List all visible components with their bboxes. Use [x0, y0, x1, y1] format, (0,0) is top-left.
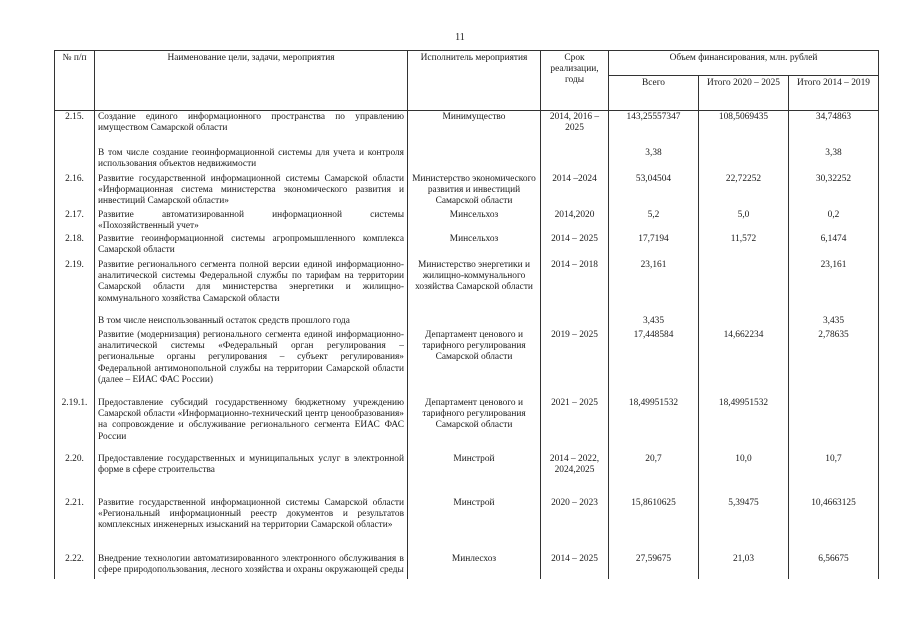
header-executor: Исполнитель мероприятия — [408, 51, 541, 111]
row-total-2014-2019: 10,7 — [789, 453, 879, 497]
row-term: 2014 – 2022, 2024,2025 — [541, 453, 609, 497]
row-term: 2020 – 2023 — [541, 497, 609, 553]
row-total-2014-2019: 3,435 — [789, 315, 879, 329]
row-term: 2021 – 2025 — [541, 397, 609, 453]
row-total-2020-2025: 5,39475 — [699, 497, 789, 553]
row-total: 23,161 — [609, 259, 699, 315]
row-num: 2.19. — [55, 259, 95, 315]
row-name: Предоставление субсидий государственному бюджетному учреждению Самарской области «Информационно-технический центр ценообразования» на сопровождение и обслуживание регионального сегмента ЕИАС ФАС России — [95, 397, 408, 453]
row-name: Предоставление государственных и муниципальных услуг в электронной форме в сфере строительства — [95, 453, 408, 497]
row-total-2014-2019: 0,2 — [789, 209, 879, 233]
row-num: 2.17. — [55, 209, 95, 233]
table-row — [55, 397, 879, 453]
row-total-2020-2025: 21,03 — [699, 553, 789, 579]
row-name: В том числе неиспользованный остаток средств прошлого года — [95, 315, 408, 329]
row-total: 15,8610625 — [609, 497, 699, 553]
row-executor: Минстрой — [408, 453, 541, 497]
row-executor: Минимущество — [408, 111, 541, 147]
row-name: Развитие автоматизированной информационной системы «Похозяйственный учет» — [95, 209, 408, 233]
header-total-2020-2025: Итого 2020 – 2025 — [699, 76, 789, 111]
row-num — [55, 315, 95, 329]
row-name: Создание единого информационного пространства по управлению имуществом Самарской области — [95, 111, 408, 147]
row-term: 2019 – 2025 — [541, 329, 609, 397]
row-executor: Минстрой — [408, 497, 541, 553]
header-financing: Объем финансирования, млн. рублей — [609, 51, 879, 76]
row-num: 2.18. — [55, 233, 95, 259]
table-row — [55, 233, 879, 259]
row-total-2020-2025 — [699, 147, 789, 173]
row-executor: Департамент ценового и тарифного регулирования Самарской области — [408, 397, 541, 453]
row-num: 2.19.1. — [55, 397, 95, 453]
row-total: 20,7 — [609, 453, 699, 497]
row-total-2020-2025: 10,0 — [699, 453, 789, 497]
row-total-2020-2025: 108,5069435 — [699, 111, 789, 147]
table-row — [55, 553, 879, 579]
row-total-2014-2019: 2,78635 — [789, 329, 879, 397]
row-total-2020-2025: 18,49951532 — [699, 397, 789, 453]
row-total: 3,435 — [609, 315, 699, 329]
row-executor: Министерство экономического развития и инвестиций Самарской области — [408, 173, 541, 209]
row-total-2020-2025 — [699, 259, 789, 315]
row-num — [55, 329, 95, 397]
row-total: 143,25557347 — [609, 111, 699, 147]
row-name: Развитие государственной информационной системы Самарской области «Информационная система министерства экономического развития и инвестиций Самарской области» — [95, 173, 408, 209]
row-num: 2.20. — [55, 453, 95, 497]
row-total-2014-2019: 10,4663125 — [789, 497, 879, 553]
row-term — [541, 147, 609, 173]
row-term: 2014 – 2025 — [541, 233, 609, 259]
header-total-2014-2019: Итого 2014 – 2019 — [789, 76, 879, 111]
row-num: 2.16. — [55, 173, 95, 209]
row-total: 27,59675 — [609, 553, 699, 579]
table-row — [55, 453, 879, 497]
table-row — [55, 173, 879, 209]
row-executor — [408, 147, 541, 173]
page-number: 11 — [455, 32, 465, 43]
row-name: Внедрение технологии автоматизированного электронного обслуживания в сфере природопользования, лесного хозяйства и охраны окружающей среды — [95, 553, 408, 579]
row-name: Развитие регионального сегмента полной версии единой информационно-аналитической системы Федеральной службы по тарифам на территории Самарской области для министерства энергетики и жилищно-коммунального хозяйства Самарской области — [95, 259, 408, 315]
row-name: Развитие государственной информационной системы Самарской области «Региональный информационный реестр документов и результатов комплексных инженерных изысканий на территории Самарской области» — [95, 497, 408, 553]
table-row — [55, 111, 879, 147]
table-row — [55, 497, 879, 553]
row-name: В том числе создание геоинформационной системы для учета и контроля использования объектов недвижимости — [95, 147, 408, 173]
row-total-2014-2019: 34,74863 — [789, 111, 879, 147]
row-executor: Министерство энергетики и жилищно-коммунального хозяйства Самарской области — [408, 259, 541, 315]
row-executor: Минлесхоз — [408, 553, 541, 579]
header-term: Срок реализации, годы — [541, 51, 609, 111]
row-executor — [408, 315, 541, 329]
row-name: Развитие (модернизация) регионального сегмента единой информационно-аналитической системы «Федеральный орган регулирования – региональные органы регулирования – субъект регулирования» Федеральной антимонопольной службы на территории Самарской области (далее – ЕИАС ФАС России) — [95, 329, 408, 397]
row-total-2014-2019: 3,38 — [789, 147, 879, 173]
row-total-2020-2025: 14,662234 — [699, 329, 789, 397]
row-executor: Департамент ценового и тарифного регулирования Самарской области — [408, 329, 541, 397]
row-term — [541, 315, 609, 329]
row-term: 2014 –2024 — [541, 173, 609, 209]
row-term: 2014, 2016 – 2025 — [541, 111, 609, 147]
row-executor: Минсельхоз — [408, 233, 541, 259]
row-total: 18,49951532 — [609, 397, 699, 453]
row-num: 2.22. — [55, 553, 95, 579]
financing-table — [54, 50, 879, 579]
row-name: Развитие геоинформационной системы агропромышленного комплекса Самарской области — [95, 233, 408, 259]
header-total: Всего — [609, 76, 699, 111]
row-total-2014-2019 — [789, 397, 879, 453]
row-total-2020-2025: 22,72252 — [699, 173, 789, 209]
row-num: 2.21. — [55, 497, 95, 553]
row-num — [55, 147, 95, 173]
row-total: 17,448584 — [609, 329, 699, 397]
row-total: 17,7194 — [609, 233, 699, 259]
row-total-2014-2019: 6,1474 — [789, 233, 879, 259]
header-name: Наименование цели, задачи, мероприятия — [95, 51, 408, 111]
row-total: 5,2 — [609, 209, 699, 233]
table-row — [55, 329, 879, 397]
row-term: 2014,2020 — [541, 209, 609, 233]
row-total-2014-2019: 23,161 — [789, 259, 879, 315]
row-term: 2014 – 2025 — [541, 553, 609, 579]
row-executor: Минсельхоз — [408, 209, 541, 233]
row-total: 53,04504 — [609, 173, 699, 209]
row-total-2014-2019: 30,32252 — [789, 173, 879, 209]
header-num: № п/п — [55, 51, 95, 111]
table-row — [55, 259, 879, 315]
table-row — [55, 315, 879, 329]
row-num: 2.15. — [55, 111, 95, 147]
table-row — [55, 209, 879, 233]
row-total-2020-2025 — [699, 315, 789, 329]
table-row — [55, 147, 879, 173]
row-term: 2014 – 2018 — [541, 259, 609, 315]
row-total-2020-2025: 5,0 — [699, 209, 789, 233]
row-total-2020-2025: 11,572 — [699, 233, 789, 259]
row-total: 3,38 — [609, 147, 699, 173]
row-total-2014-2019: 6,56675 — [789, 553, 879, 579]
